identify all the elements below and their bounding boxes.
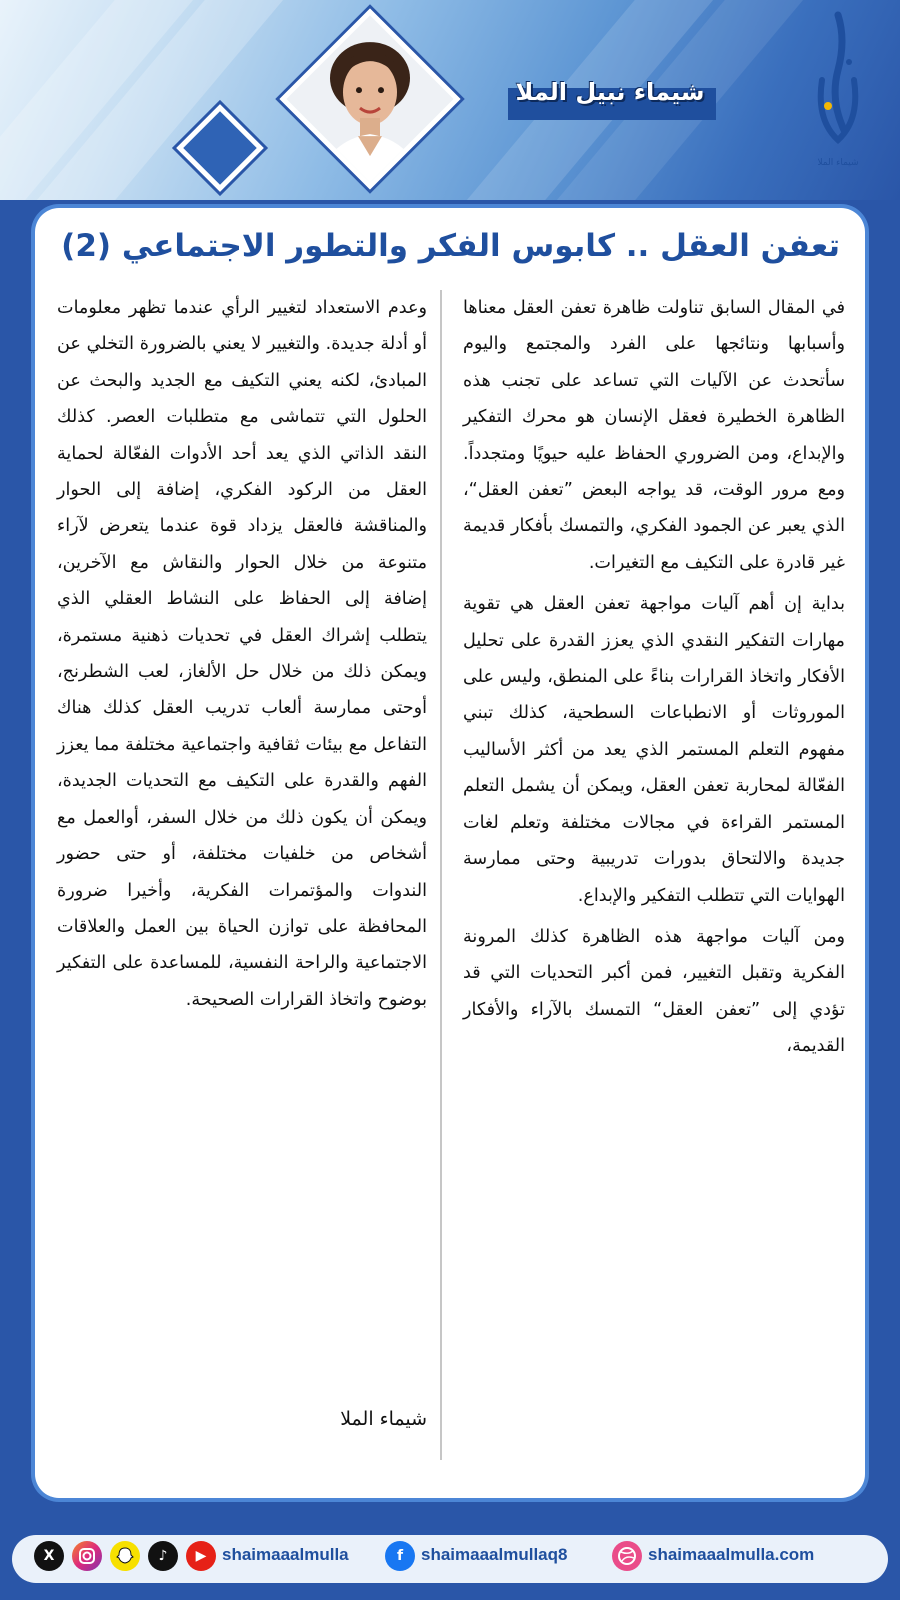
paragraph: في المقال السابق تناولت ظاهرة تعفن العقل معناها وأسبابها ونتائجها على الفرد والمجتمع واليوم سأتحدث عن الآليات التي تساعد على تجنب هذه الظاهرة الخطيرة فعقل الإنسان هو محرك التفكير والإبداع، ومن الضروري الحفاظ عليه حيويًا ومتجدداً. ومع مرور الوقت، قد يواجه البعض ”تعفن العقل“، الذي يعبر عن الجمود الفكري، والتمسك بأفكار قديمة غير قادرة على التكيف مع التغيرات. <box>463 298 845 573</box>
decorative-diamond <box>176 104 264 192</box>
tiktok-icon[interactable]: ♪ <box>148 1541 178 1571</box>
article-card <box>35 208 865 1498</box>
facebook-icon[interactable]: f <box>385 1541 415 1571</box>
paragraph: بداية إن أهم آليات مواجهة تعفن العقل هي تقوية مهارات التفكير النقدي الذي يعزز القدرة على تحليل الأفكار واتخاذ القرارات بناءً على المنطق، وليس على الموروثات أو الانطباعات السطحية، كذلك تبني مفهوم التعلم المستمر الذي يعد من أكثر الأساليب الفعّالة لمحاربة تعفن العقل، ويمكن أن يشمل التعلم المستمر القراءة في مجالات مختلفة وتعلم لغات جديدة والالتحاق بدورات تدريبية وحتى ممارسة الهوايات التي تتطلب التفكير والإبداع. <box>463 594 845 906</box>
dribbble-icon[interactable] <box>612 1541 642 1571</box>
column-divider <box>440 290 442 1460</box>
logo-icon <box>808 10 868 160</box>
instagram-icon[interactable] <box>72 1541 102 1571</box>
paragraph: وعدم الاستعداد لتغيير الرأي عندما تظهر معلومات أو أدلة جديدة. والتغيير لا يعني بالضرورة التخلي عن المبادئ، لكنه يعني التكيف مع الجديد والبحث عن الحلول التي تتماشى مع متطلبات العصر. كذلك النقد الذاتي الذي يعد أحد الأدوات الفعّالة لحماية العقل من الركود الفكري، إضافة إلى الحوار والمناقشة فالعقل يزداد قوة عندما يتعرض لآراء متنوعة من خلال الحوار والنقاش مع الآخرين، إضافة إلى الحفاظ على النشاط العقلي الذي يتطلب إشراك العقل في تحديات ذهنية مستمرة، ويمكن ذلك من خلال حل الألغاز، لعب الشطرنج، أوحتى ممارسة ألعاب تدريب العقل كذلك هناك التفاعل مع بيئات ثقافية واجتماعية مختلفة مما يعزز الفهم والقدرة على التكيف مع التحديات الجديدة، ويمكن أن يكون ذلك من خلال السفر، أوالعمل مع أشخاص من خلفيات مختلفة، أو حتى حضور الندوات والمؤتمرات الفكرية، وأخيرا ضرورة المحافظة على توازن الحياة بين العمل والعلاقات الاجتماعية والراحة النفسية، للمساعدة على التفكير بوضوح واتخاذ القرارات الصحيحة. <box>57 298 427 1010</box>
paragraph: ومن آليات مواجهة هذه الظاهرة كذلك المرونة الفكرية وتقبل التغيير، فمن أكبر التحديات التي قد تؤدي إلى ”تعفن العقل“ التمسك بالآراء والأفكار القديمة، <box>463 926 845 1057</box>
footer <box>0 1525 900 1600</box>
article-column-left <box>57 290 427 1023</box>
x-icon[interactable]: X <box>34 1541 64 1571</box>
author-photo-frame <box>279 8 460 189</box>
logo-caption: شيماء الملا <box>817 158 859 168</box>
youtube-icon[interactable]: ▶ <box>186 1541 216 1571</box>
social-handle[interactable]: shaimaaalmulla <box>222 1545 349 1564</box>
header-banner <box>0 0 900 200</box>
article-title: تعفن العقل .. كابوس الفكر والتطور الاجتماعي (2) <box>61 228 840 264</box>
author-portrait <box>279 8 460 189</box>
author-name: شيماء نبيل الملا <box>515 78 705 106</box>
website-link[interactable]: shaimaaalmulla.com <box>648 1545 815 1564</box>
article-column-right <box>463 290 845 1070</box>
author-signature: شيماء الملا <box>340 1408 427 1430</box>
snapchat-icon[interactable] <box>110 1541 140 1571</box>
facebook-handle[interactable]: shaimaaalmullaq8 <box>421 1545 568 1564</box>
